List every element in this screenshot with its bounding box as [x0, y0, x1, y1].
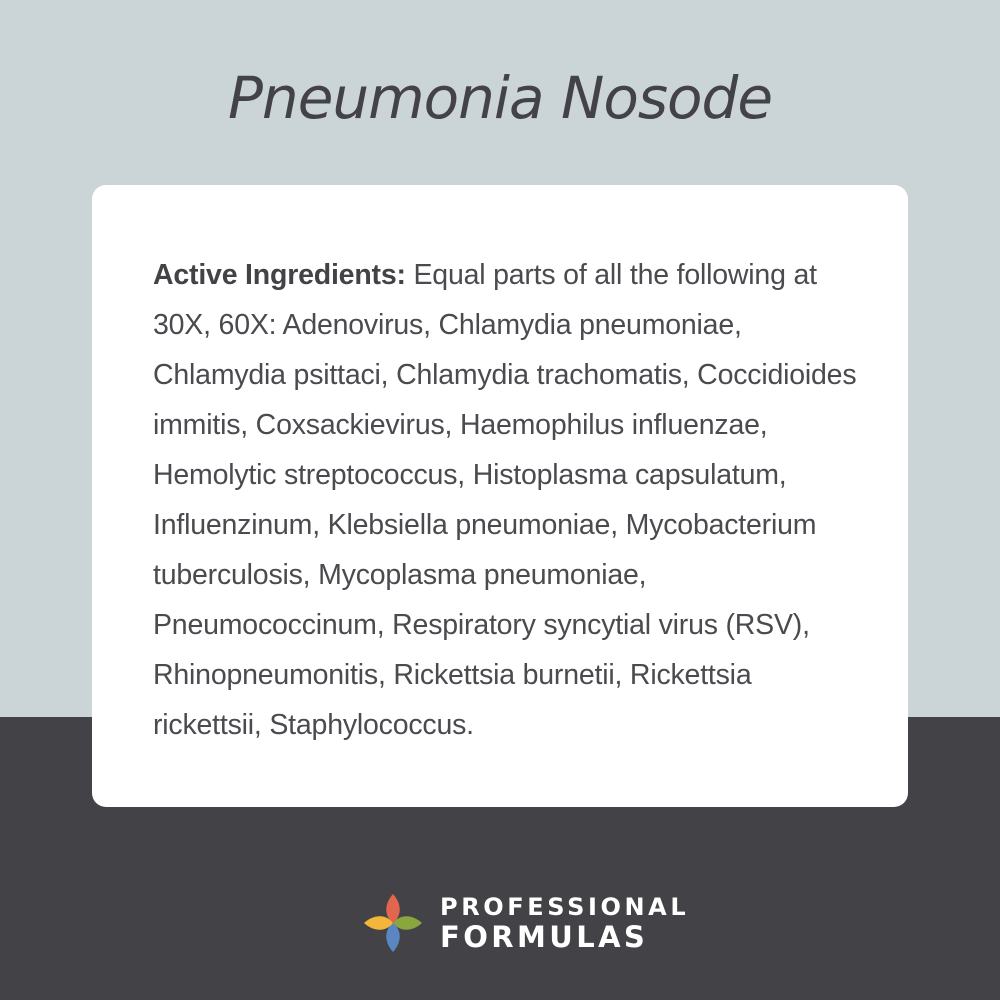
brand-logo	[362, 892, 689, 954]
logo-petal-yellow	[364, 916, 393, 930]
logo-petal-blue	[386, 923, 400, 952]
logo-line-professional: PROFESSIONAL	[440, 892, 690, 921]
ingredients-label: Active Ingredients:	[153, 259, 406, 291]
four-petal-logo-icon	[362, 892, 424, 954]
ingredients-list: Equal parts of all the following at 30X, 60X: Adenovirus, Chlamydia pneumoniae, Chlamydia psittaci, Chlamydia trachomatis, Coccidioides immitis, Coxsackievirus, Haemophilus influenzae, Hemolytic streptococcus, Histoplasma capsulatum, Influenzinum, Klebsiella pneumoniae, Mycobacterium tuberculosis, Mycoplasma pneumoniae, Pneumococcinum, Respiratory syncytial virus (RSV), Rhinopneumonitis, Rickettsia burnetii, Rickettsia rickettsii, Staphylococcus.	[153, 259, 857, 741]
logo-petal-red	[386, 894, 400, 923]
ingredients-card	[92, 185, 908, 807]
ingredients-text	[153, 250, 858, 750]
logo-petal-green	[393, 916, 422, 930]
logo-wordmark	[440, 892, 690, 954]
page-title: Pneumonia Nosode	[227, 64, 773, 132]
logo-line-formulas: FORMULAS	[440, 919, 649, 954]
